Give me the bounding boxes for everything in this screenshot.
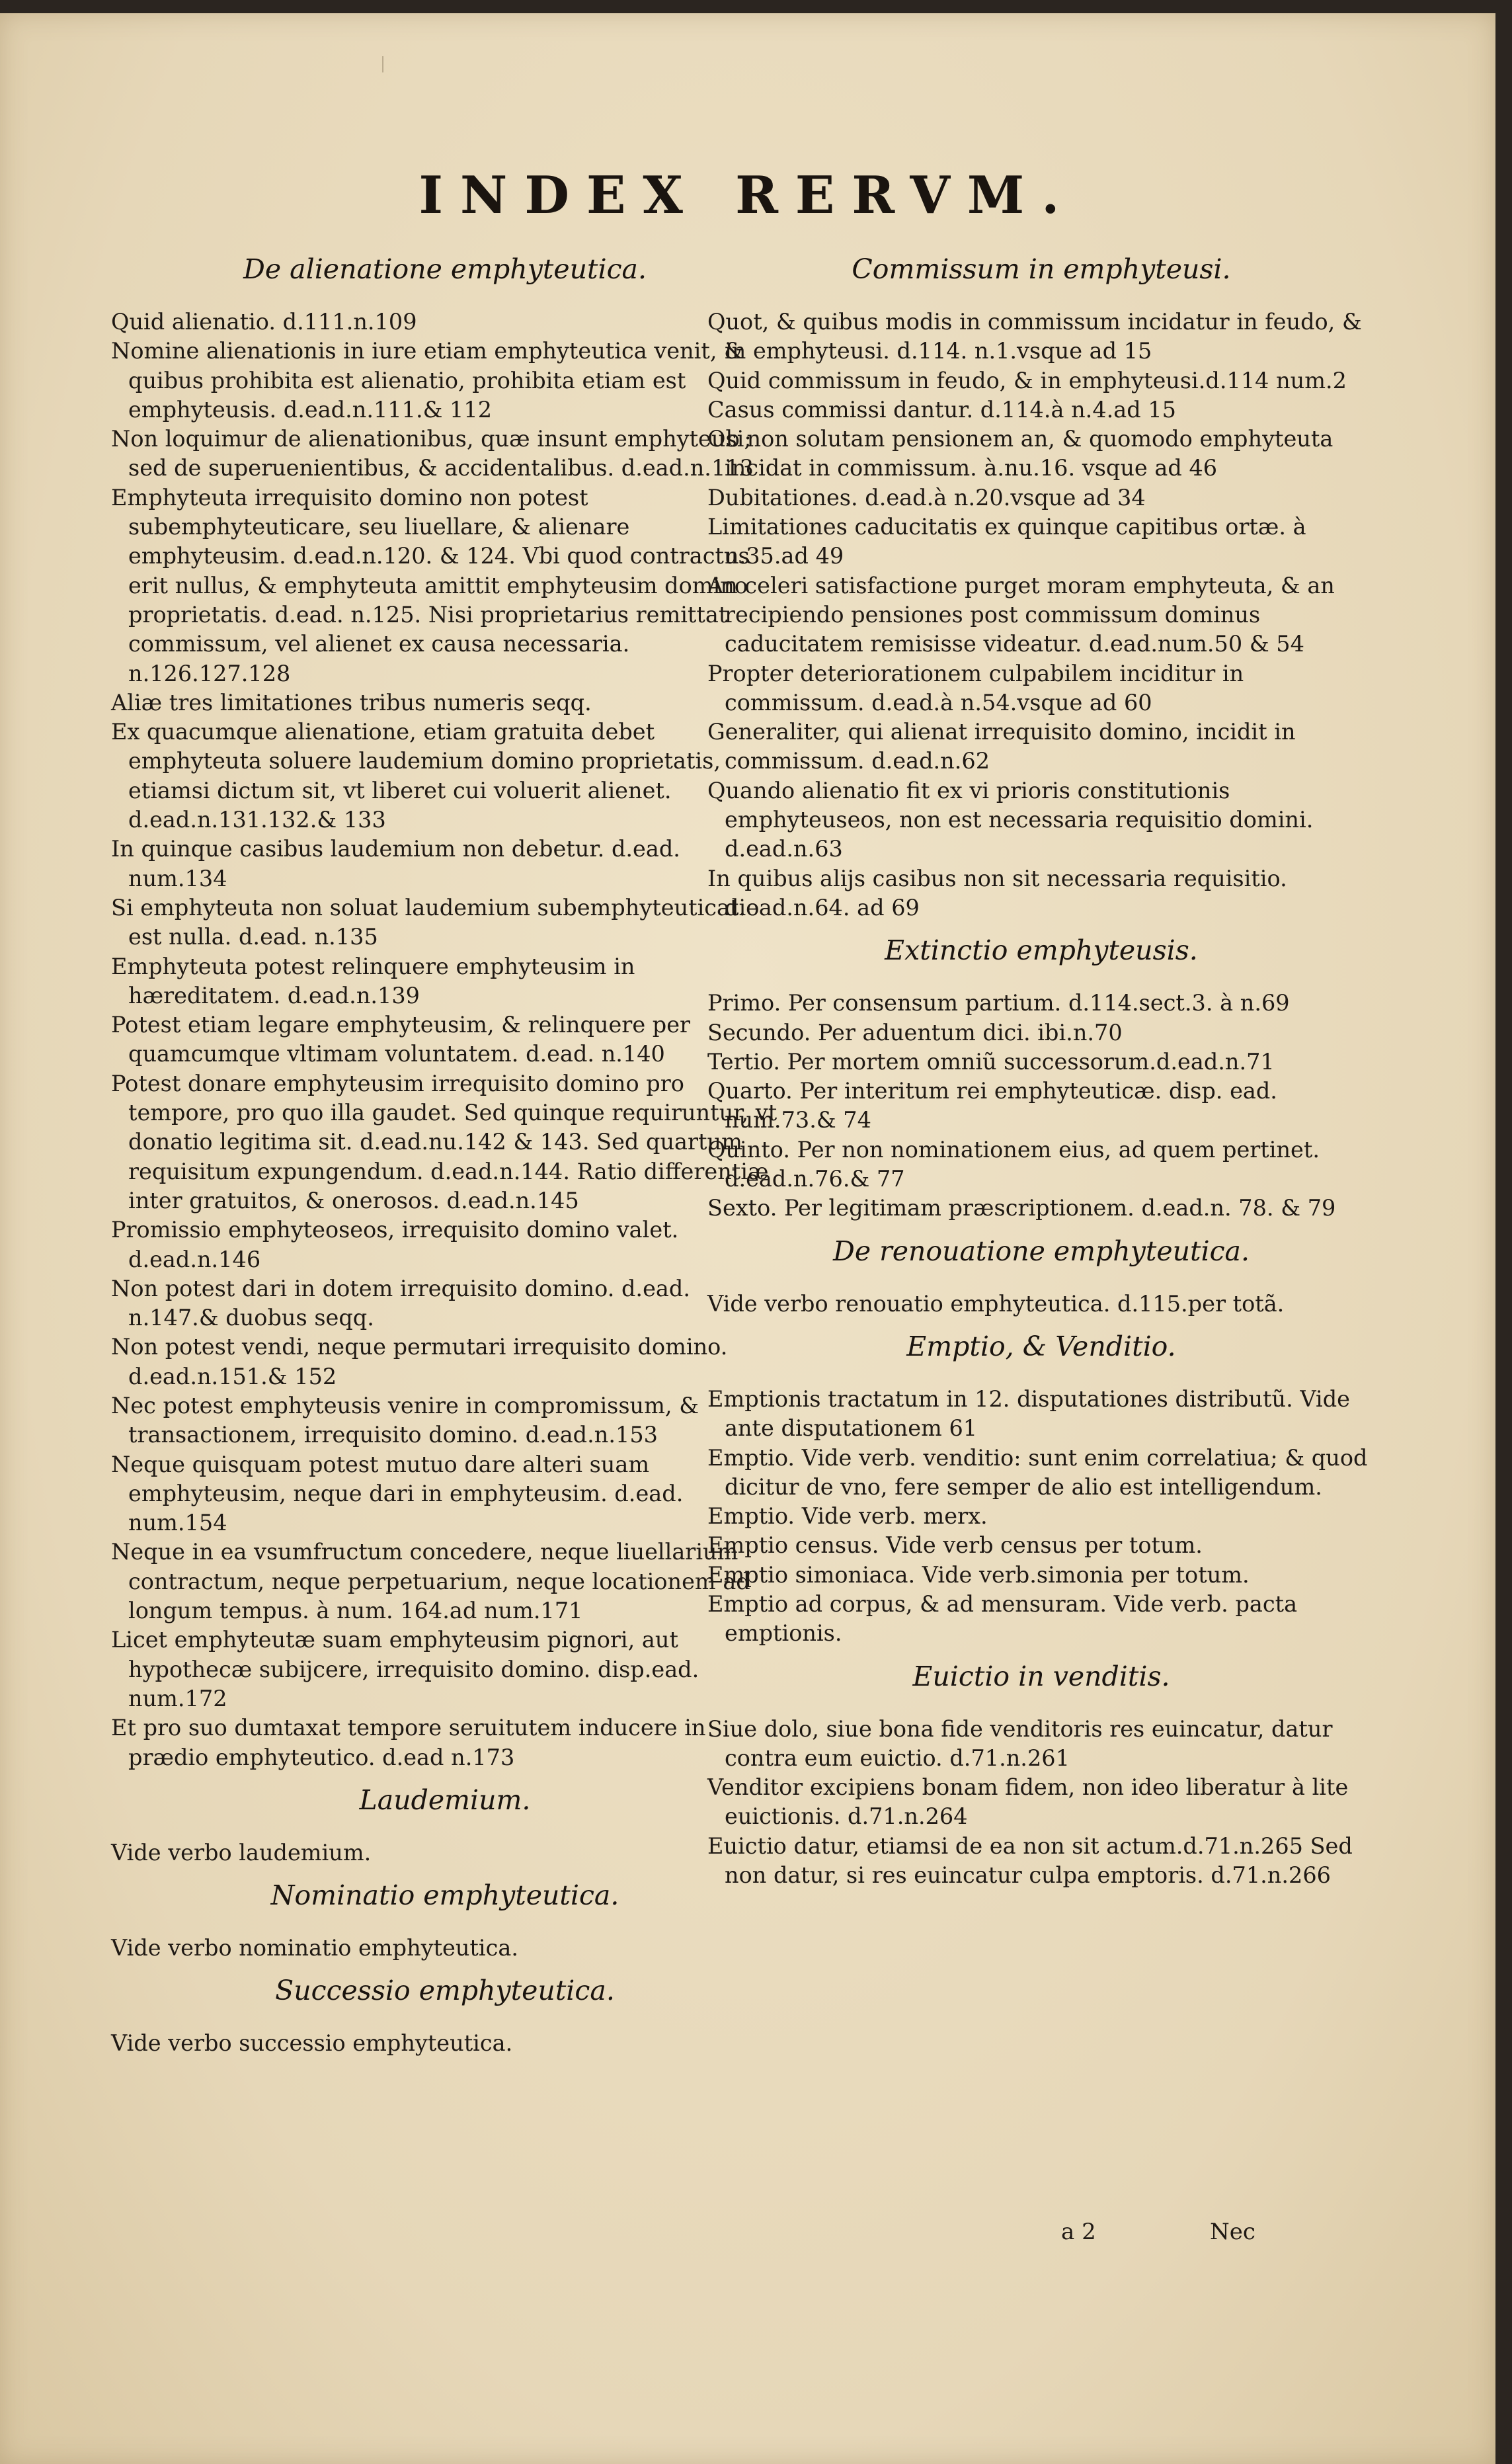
index-entry: Secundo. Per aduentum dici. ibi.n.70 (707, 1019, 1123, 1046)
left-column (111, 241, 779, 2059)
index-entry: Si emphyteuta non soluat laudemium subemphyteuticatio est nulla. d.ead. n.135 (111, 894, 760, 950)
catchword: Nec (1210, 2219, 1255, 2245)
index-entry: Et pro suo dumtaxat tempore seruitutem inducere in prædio emphyteutico. d.ead n.173 (111, 1715, 706, 1770)
page (0, 13, 1495, 2464)
subsection-heading: Laudemium. (359, 1784, 531, 1816)
index-entry: Vide verbo nominatio emphyteutica. (111, 1935, 518, 1961)
subsection-heading: Euictio in venditis. (912, 1660, 1170, 1692)
index-entry: Aliæ tres limitationes tribus numeris seqq. (111, 689, 592, 716)
subsection-heading: De renouatione emphyteutica. (832, 1235, 1250, 1267)
index-entry: Quid alienatio. d.111.n.109 (111, 309, 417, 335)
index-entry: Emptio. Vide verb. merx. (707, 1503, 988, 1530)
subsection-heading: Nominatio emphyteutica. (270, 1879, 619, 1912)
index-entry: Non potest dari in dotem irrequisito domino. d.ead. n.147.& duobus seqq. (111, 1275, 690, 1331)
index-entry: Emptio. Vide verb. venditio: sunt enim correlatiua; & quod dicitur de vno, fere semper de alio est intelligendum. (707, 1444, 1368, 1500)
index-entry: Ob non solutam pensionem an, & quomodo emphyteuta incidat in commissum. à.nu.16. vsque ad 46 (707, 426, 1333, 481)
index-entry: Neque quisquam potest mutuo dare alteri suam emphyteusim, neque dari in emphyteusim. d.ead. num.154 (111, 1451, 684, 1536)
index-entry: Emptionis tractatum in 12. disputationes distributũ. Vide ante disputationem 61 (707, 1385, 1350, 1442)
index-entry: Emptio simoniaca. Vide verb.simonia per totum. (707, 1561, 1250, 1588)
index-entry: Licet emphyteutæ suam emphyteusim pignori, aut hypothecæ subijcere, irrequisito domino. disp.ead. num.172 (111, 1627, 699, 1711)
index-entry: Dubitationes. d.ead.à n.20.vsque ad 34 (707, 484, 1146, 511)
signature-mark: a 2 (1061, 2219, 1096, 2245)
index-entry: Quando alienatio fit ex vi prioris constitutionis emphyteuseos, non est necessaria requisitio domini. d.ead.n.63 (707, 777, 1314, 862)
index-entry: Non loquimur de alienationibus, quæ insunt emphyteusi; sed de superuenientibus, & accidentalibus. d.ead.n.113 (111, 426, 754, 481)
right-column (707, 241, 1375, 1890)
section-heading: Commissum in emphyteusi. (852, 253, 1231, 285)
index-entry: Nomine alienationis in iure etiam emphyteutica venit, & quibus prohibita est alienatio, prohibita etiam est emphyteusis. d.ead.n.111.& 112 (111, 338, 744, 423)
index-entry: Venditor excipiens bonam fidem, non ideo liberatur à lite euictionis. d.71.n.264 (707, 1774, 1349, 1830)
index-entry: Limitationes caducitatis ex quinque capitibus ortæ. à n.35.ad 49 (707, 514, 1306, 569)
index-entry: Neque in ea vsumfructum concedere, neque liuellarium contractum, neque perpetuarium, neque locationem ad longum tempus. à num. 164.ad num.171 (111, 1539, 750, 1624)
index-entry: Emptio ad corpus, & ad mensuram. Vide verb. pacta emptionis. (707, 1590, 1298, 1647)
index-entry: Emphyteuta potest relinquere emphyteusim in hæreditatem. d.ead.n.139 (111, 953, 635, 1008)
index-entry: Nec potest emphyteusis venire in compromissum, & transactionem, irrequisito domino. d.ead.n.153 (111, 1392, 699, 1448)
index-entry: Emptio census. Vide verb census per totum. (707, 1532, 1203, 1559)
index-entry: Quot, & quibus modis in commissum incidatur in feudo, & in emphyteusi. d.114. n.1.vsque ad 15 (707, 309, 1362, 364)
index-entry: Vide verbo successio emphyteutica. (111, 2030, 513, 2057)
index-entry: Promissio emphyteoseos, irrequisito domino valet. d.ead.n.146 (111, 1217, 679, 1272)
subsection-heading: Emptio, & Venditio. (906, 1330, 1176, 1362)
index-entry: In quinque casibus laudemium non debetur. d.ead. num.134 (111, 836, 680, 891)
index-entry: Casus commissi dantur. d.114.à n.4.ad 15 (707, 396, 1176, 423)
entry-list (111, 308, 779, 1772)
index-entry: Ex quacumque alienatione, etiam gratuita debet emphyteuta soluere laudemium domino proprietatis, etiamsi dictum sit, vt liberet cui voluerit alienet. d.ead.n.131.132.& 133 (111, 719, 721, 833)
index-entry: In quibus alijs casibus non sit necessaria requisitio. d.ead.n.64. ad 69 (707, 865, 1287, 921)
section-heading: De alienatione emphyteutica. (243, 253, 647, 285)
index-entry: Non potest vendi, neque permutari irrequisito domino. d.ead.n.151.& 152 (111, 1334, 728, 1389)
index-entry: Quinto. Per non nominationem eius, ad quem pertinet. d.ead.n.76.& 77 (707, 1136, 1320, 1192)
index-entry: Sexto. Per legitimam præscriptionem. d.ead.n. 78. & 79 (707, 1195, 1336, 1221)
page-title: INDEX RERVM. (418, 165, 1077, 226)
index-entry: Tertio. Per mortem omniũ successorum.d.ead.n.71 (707, 1048, 1275, 1075)
subsection-list (111, 1784, 779, 2059)
index-entry: An celeri satisfactione purget moram emphyteuta, & an recipiendo pensiones post commissum dominus caducitatem remisisse videatur. d.ead.num.50 & 54 (707, 572, 1335, 657)
subsection-list (707, 934, 1375, 1890)
index-entry: Quid commissum in feudo, & in emphyteusi.d.114 num.2 (707, 367, 1347, 393)
index-entry: Emphyteuta irrequisito domino non potest subemphyteuticare, seu liuellare, & alienare emphyteusim. d.ead.n.120. & 124. Vbi quod contractus erit nullus, & emphyteuta amittit emphyteusim domino proprietatis. d.ead. n.125. Nisi proprietarius remittat commissum, vel alienet ex causa necessaria. n.126.127.128 (111, 484, 750, 686)
entry-list (707, 308, 1375, 923)
index-entry: Vide verbo renouatio emphyteutica. d.115.per totã. (707, 1290, 1285, 1317)
index-entry: Quarto. Per interitum rei emphyteuticæ. disp. ead. num.73.& 74 (707, 1078, 1277, 1133)
index-entry: Vide verbo laudemium. (111, 1839, 372, 1866)
subsection-heading: Successio emphyteutica. (275, 1975, 615, 2007)
index-entry: Potest donare emphyteusim irrequisito domino pro tempore, pro quo illa gaudet. Sed quinque requiruntur, vt donatio legitima sit. d.ead.nu.142 & 143. Sed quartum requisitum expungendum. d.ead.n.144. Ratio differentiæ inter gratuitos, & onerosos. d.ead.n.145 (111, 1070, 777, 1213)
page-mark: | (380, 54, 386, 73)
index-entry: Propter deteriorationem culpabilem inciditur in commissum. d.ead.à n.54.vsque ad 60 (707, 660, 1244, 716)
index-entry: Primo. Per consensum partium. d.114.sect.3. à n.69 (707, 990, 1290, 1016)
index-entry: Generaliter, qui alienat irrequisito domino, incidit in commissum. d.ead.n.62 (707, 719, 1296, 774)
subsection-heading: Extinctio emphyteusis. (885, 934, 1198, 967)
index-entry: Euictio datur, etiamsi de ea non sit actum.d.71.n.265 Sed non datur, si res euincatur culpa emptoris. d.71.n.266 (707, 1832, 1353, 1889)
index-entry: Siue dolo, siue bona fide venditoris res euincatur, datur contra eum euictio. d.71.n.261 (707, 1715, 1333, 1771)
index-entry: Potest etiam legare emphyteusim, & relinquere per quamcumque vltimam voluntatem. d.ead. n.140 (111, 1012, 691, 1067)
